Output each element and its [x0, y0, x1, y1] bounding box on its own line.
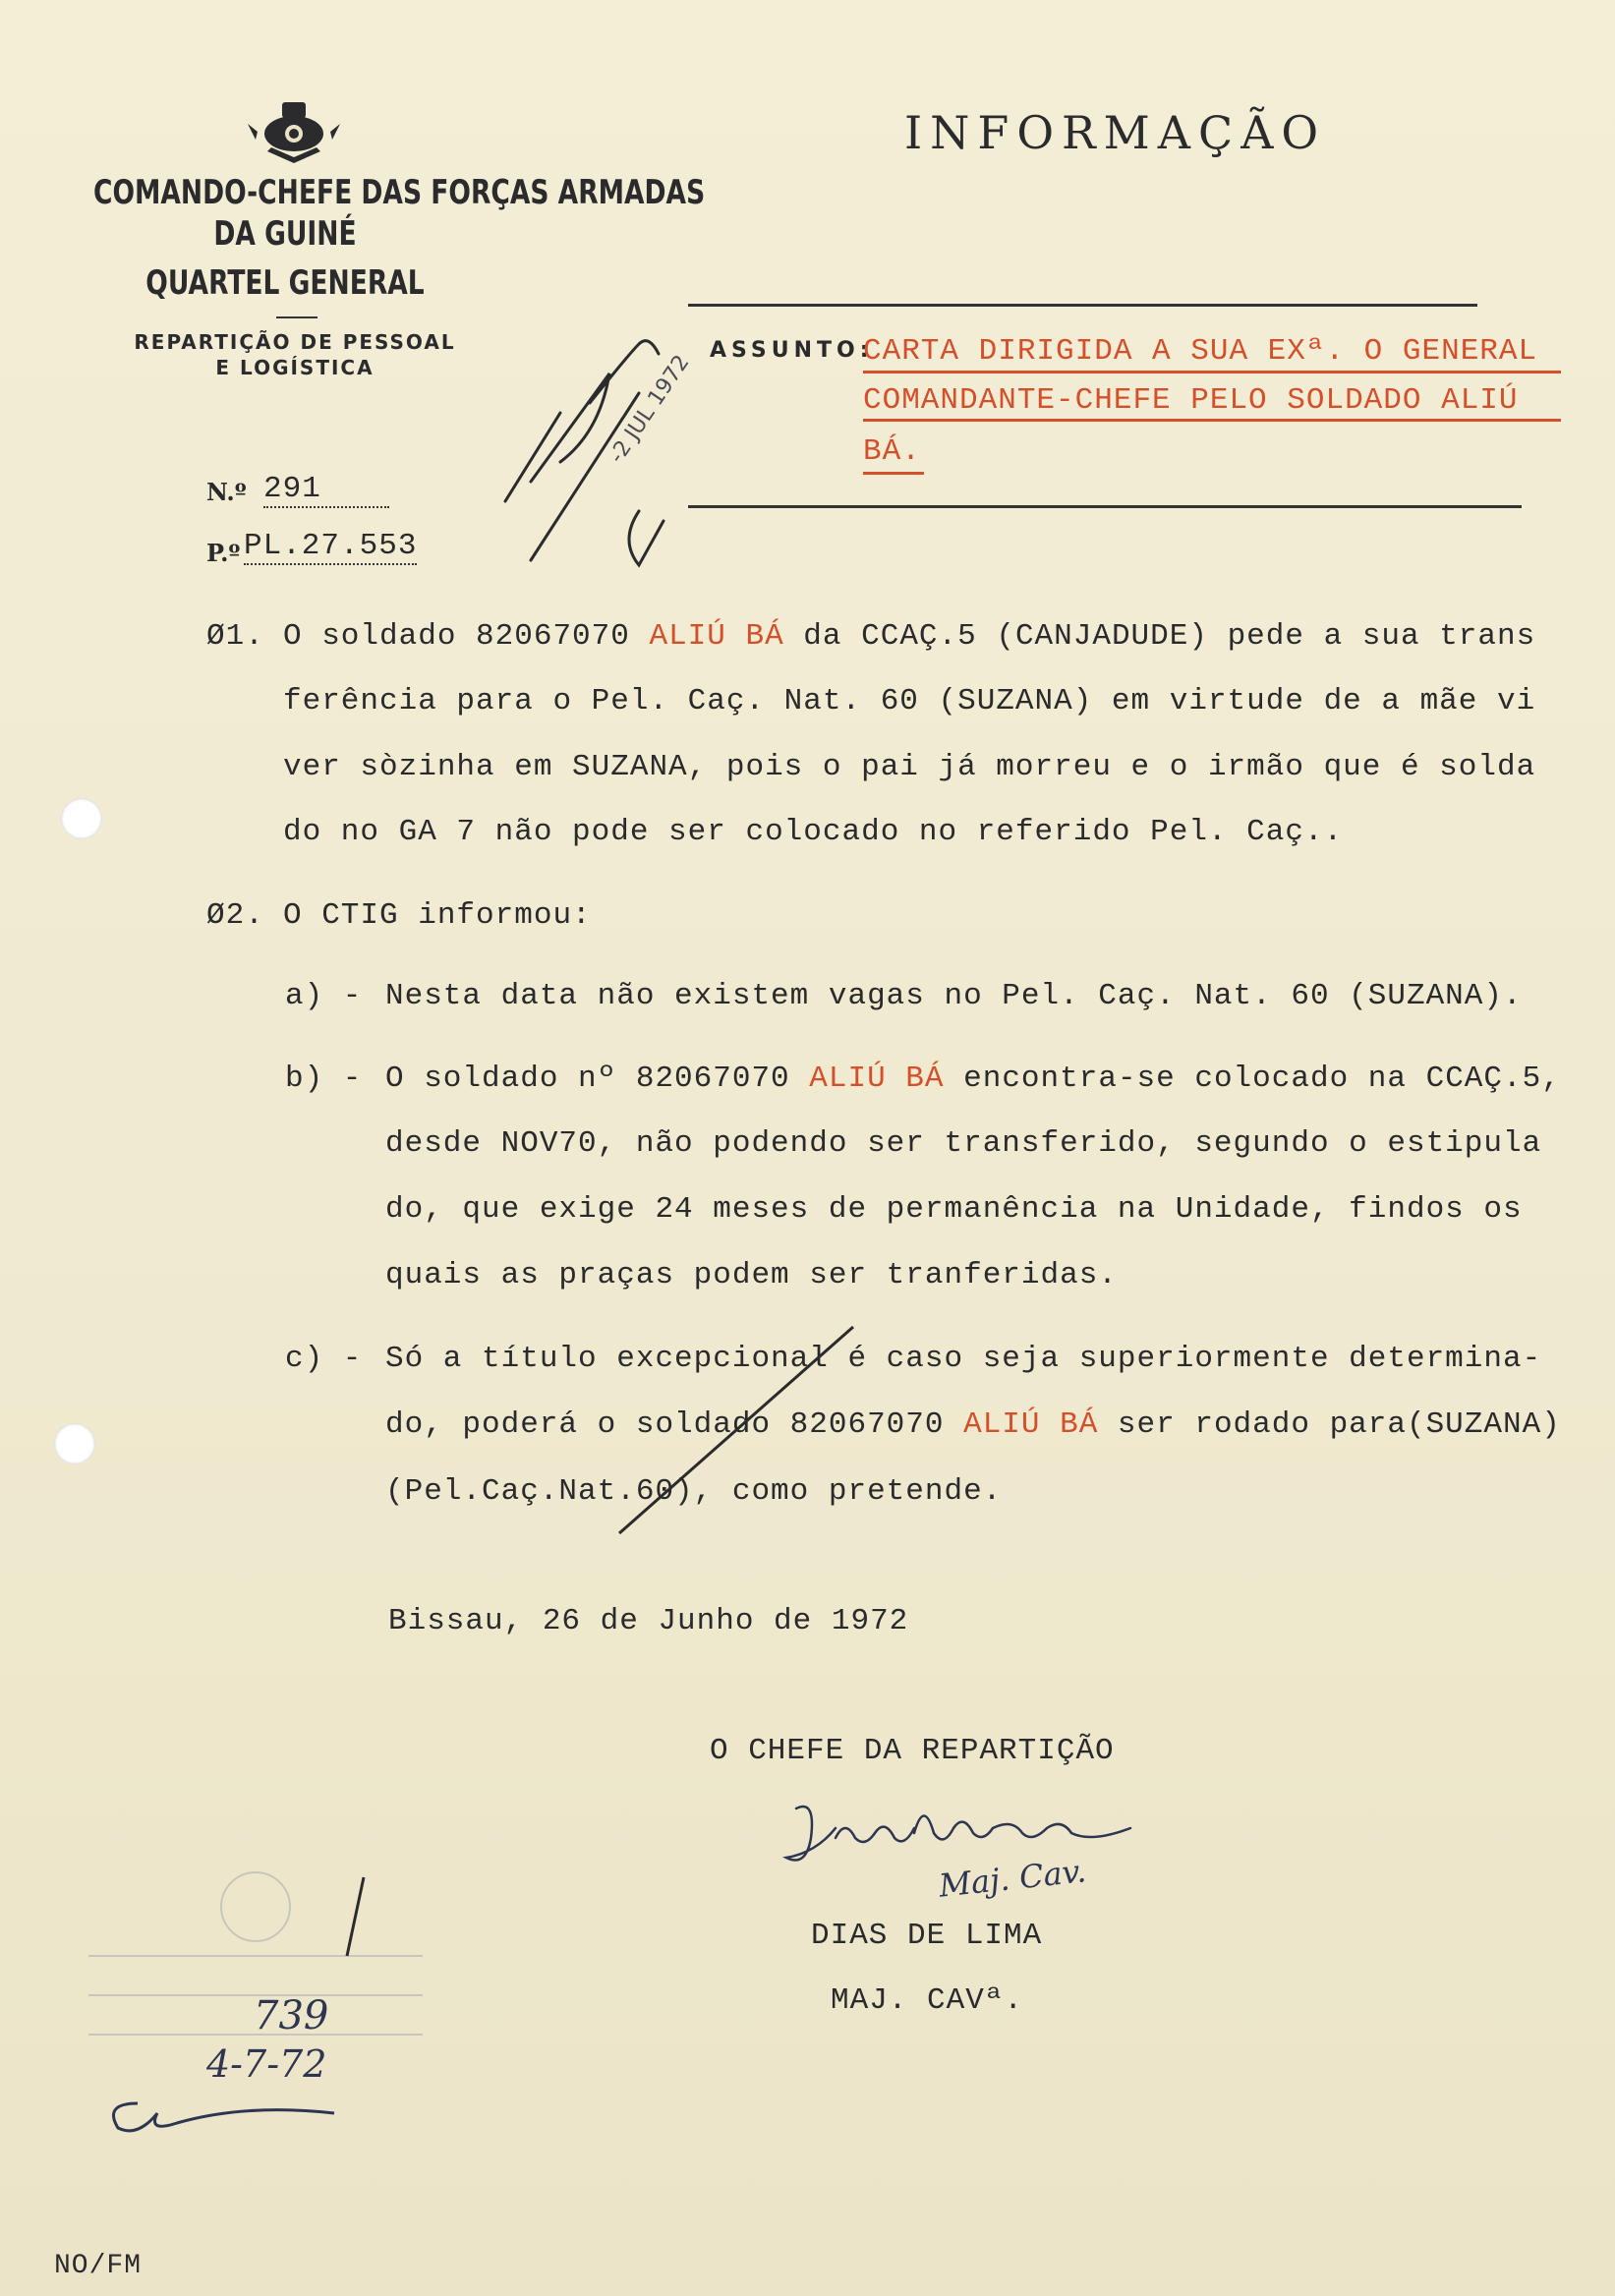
signatory-rank: MAJ. CAVª.	[831, 1983, 1024, 2018]
handwritten-initials-mark	[491, 315, 727, 580]
item-b-line-1: O soldado nº 82067070 ALIÚ BÁ encontra-se colocado na CCAÇ.5,	[385, 1062, 1561, 1096]
entry-date: 4-7-72	[206, 2042, 327, 2086]
process-label: P.º	[206, 539, 241, 567]
subject-top-rule	[688, 304, 1477, 307]
paragraph-2-line-1: O CTIG informou:	[283, 898, 592, 933]
item-b-line-4: quais as praças podem ser tranferidas.	[385, 1258, 1118, 1292]
item-c-label: c) -	[285, 1342, 363, 1376]
item-c-line-3: (Pel.Caç.Nat.60), como pretende.	[385, 1474, 1003, 1509]
department-line-1: REPARTIÇÃO DE PESSOAL	[134, 330, 456, 354]
department-line-2: E LOGÍSTICA	[215, 356, 375, 379]
item-b-line-2: desde NOV70, não podendo ser transferido, segundo o estipula	[385, 1126, 1542, 1161]
command-line-1: COMANDO-CHEFE DAS FORÇAS ARMADAS	[93, 173, 706, 212]
subject-underline-3	[863, 472, 924, 475]
paragraph-1-line-4: do no GA 7 não pode ser colocado no referido Pel. Caç..	[283, 815, 1344, 849]
paragraph-1-line-3: ver sòzinha em SUZANA, pois o pai já morreu e o irmão que é solda	[283, 750, 1536, 784]
date-line: Bissau, 26 de Junho de 1972	[388, 1604, 909, 1638]
paragraph-1-line-2: ferência para o Pel. Caç. Nat. 60 (SUZANA) em virtude de a mãe vi	[283, 684, 1536, 718]
punch-hole-top	[61, 798, 102, 839]
number-label: N.º	[206, 478, 247, 506]
punch-hole-bottom	[54, 1423, 95, 1464]
subject-line-3: BÁ.	[863, 434, 921, 469]
paragraph-2-number: Ø2.	[206, 898, 264, 933]
subject-underline-1	[863, 371, 1561, 373]
paragraph-1-number: Ø1.	[206, 619, 264, 654]
header-divider	[276, 316, 317, 318]
soldier-name-3: ALIÚ BÁ	[963, 1407, 1099, 1442]
document-title: INFORMAÇÃO	[904, 106, 1327, 159]
process-value: PL.27.553	[244, 529, 418, 563]
item-a-label: a) -	[285, 979, 363, 1013]
item-b-line-3: do, que exige 24 meses de permanência na Unidade, findos os	[385, 1192, 1523, 1227]
entry-number: 739	[254, 1993, 329, 2038]
strike-through-mark	[609, 1317, 865, 1543]
handwritten-stroke-mark	[339, 1872, 369, 1961]
handwritten-rank: Maj. Cav.	[937, 1852, 1088, 1905]
subject-label: ASSUNTO:	[710, 338, 874, 363]
signature-role: O CHEFE DA REPARTIÇÃO	[710, 1734, 1115, 1768]
subject-line-2: COMANDANTE-CHEFE PELO SOLDADO ALIÚ	[863, 383, 1519, 418]
received-date-stamp: -2 JUL 1972	[605, 350, 695, 468]
coat-of-arms-icon	[248, 94, 340, 165]
item-c-line-1: Só a título excepcional é caso seja superiormente determina-	[385, 1342, 1542, 1376]
item-b-label: b) -	[285, 1062, 363, 1096]
soldier-name-2: ALIÚ BÁ	[809, 1062, 945, 1096]
signatory-name: DIAS DE LIMA	[811, 1919, 1043, 1953]
subject-underline-2	[863, 419, 1561, 422]
item-a-line-1: Nesta data não existem vagas no Pel. Caç. Nat. 60 (SUZANA).	[385, 979, 1523, 1013]
command-line-2: DA GUINÉ	[213, 214, 357, 254]
handwritten-initials-icon	[98, 2084, 354, 2143]
item-c-line-2: do, poderá o soldado 82067070 ALIÚ BÁ ser rodado para(SUZANA)	[385, 1407, 1561, 1442]
subject-line-1: CARTA DIRIGIDA A SUA EXª. O GENERAL	[863, 334, 1538, 369]
soldier-name-1: ALIÚ BÁ	[649, 619, 784, 654]
paragraph-1-line-1: O soldado 82067070 ALIÚ BÁ da CCAÇ.5 (CANJADUDE) pede a sua trans	[283, 619, 1536, 654]
footer-reference: NO/FM	[54, 2251, 143, 2281]
number-value: 291	[263, 472, 389, 508]
command-line-3: QUARTEL GENERAL	[145, 263, 425, 303]
subject-bottom-rule	[688, 505, 1522, 508]
